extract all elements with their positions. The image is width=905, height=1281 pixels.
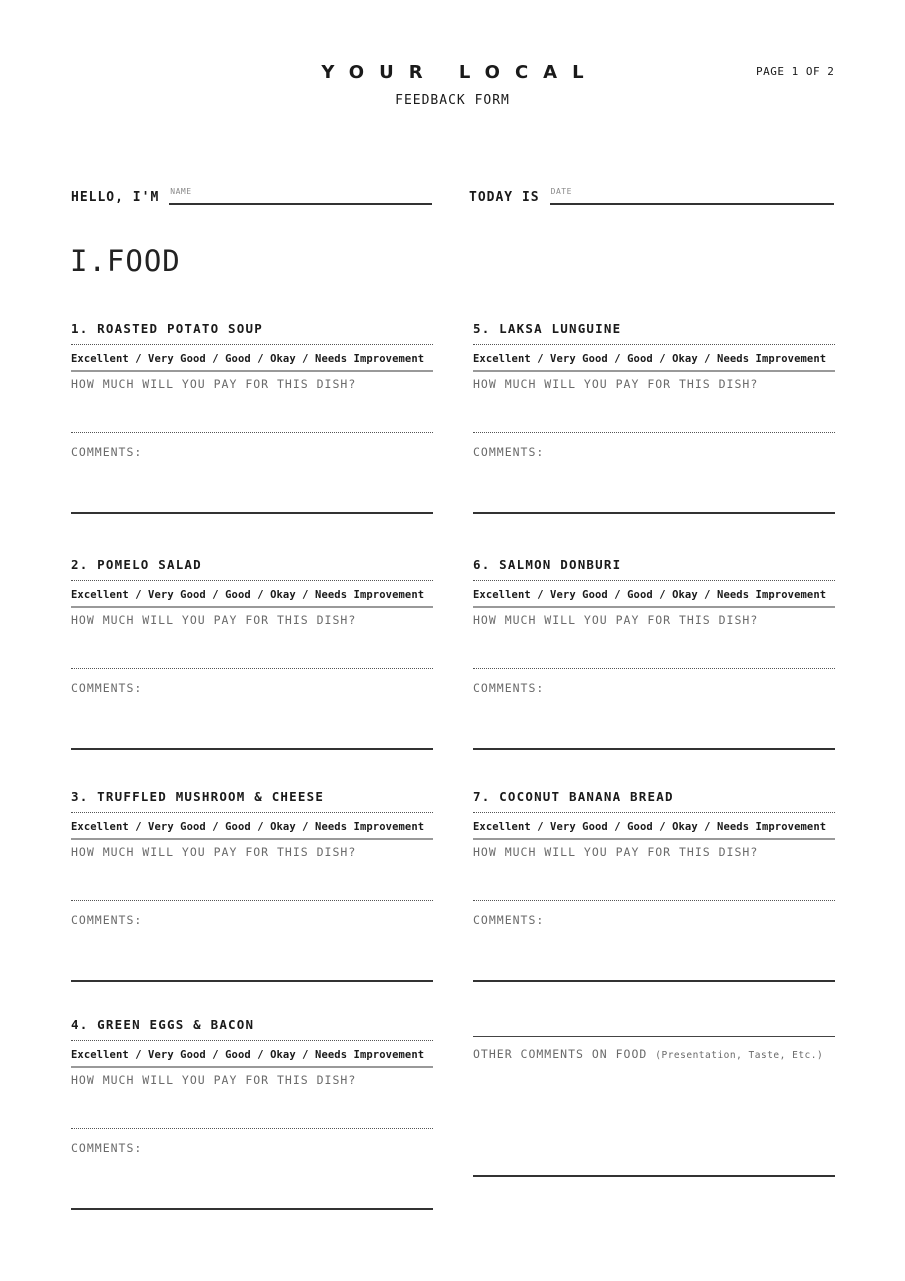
dish-name: 6. SALMON DONBURI: [473, 557, 622, 572]
divider: [473, 1036, 835, 1037]
pay-question: HOW MUCH WILL YOU PAY FOR THIS DISH?: [473, 377, 759, 391]
date-input-line[interactable]: [550, 185, 834, 205]
dotted-divider: [473, 344, 835, 345]
comments-label: COMMENTS:: [71, 1141, 143, 1155]
dish-block: [71, 1017, 433, 1210]
other-comments-label: [473, 1047, 835, 1061]
comments-label: COMMENTS:: [71, 445, 143, 459]
other-comments-title: OTHER COMMENTS ON FOOD: [473, 1047, 648, 1061]
pay-answer-line[interactable]: [473, 668, 835, 669]
dotted-divider: [71, 344, 433, 345]
rating-options[interactable]: Excellent / Very Good / Good / Okay / Needs Improvement: [71, 1049, 425, 1061]
brand-logo: YOUR LOCAL: [321, 62, 599, 83]
dish-name: 5. LAKSA LUNGUINE: [473, 321, 622, 336]
dotted-divider: [473, 812, 835, 813]
comments-answer-line[interactable]: [71, 1208, 433, 1210]
pay-answer-line[interactable]: [473, 432, 835, 433]
divider: [71, 838, 433, 840]
divider: [473, 606, 835, 608]
divider: [71, 1066, 433, 1068]
comments-answer-line[interactable]: [71, 980, 433, 982]
name-label: HELLO, I'M: [71, 190, 160, 205]
rating-options[interactable]: Excellent / Very Good / Good / Okay / Needs Improvement: [71, 821, 425, 833]
dish-block: [473, 557, 835, 750]
pay-question: HOW MUCH WILL YOU PAY FOR THIS DISH?: [473, 845, 759, 859]
divider: [71, 606, 433, 608]
comments-answer-line[interactable]: [473, 512, 835, 514]
dotted-divider: [473, 580, 835, 581]
pay-answer-line[interactable]: [71, 900, 433, 901]
dish-block: [71, 321, 433, 514]
dotted-divider: [71, 580, 433, 581]
pay-answer-line[interactable]: [71, 432, 433, 433]
dish-block: [71, 557, 433, 750]
form-subtitle: FEEDBACK FORM: [395, 93, 510, 108]
date-field[interactable]: [469, 183, 834, 205]
rating-options[interactable]: Excellent / Very Good / Good / Okay / Needs Improvement: [71, 589, 425, 601]
comments-answer-line[interactable]: [71, 512, 433, 514]
dish-block: [71, 789, 433, 982]
other-comments-block: [473, 1036, 835, 1177]
date-label: TODAY IS: [469, 190, 540, 205]
pay-question: HOW MUCH WILL YOU PAY FOR THIS DISH?: [71, 377, 357, 391]
divider: [473, 370, 835, 372]
dish-name: 4. GREEN EGGS & BACON: [71, 1017, 255, 1032]
other-comments-hint: (Presentation, Taste, Etc.): [655, 1050, 824, 1061]
rating-options[interactable]: Excellent / Very Good / Good / Okay / Needs Improvement: [473, 353, 827, 365]
dish-block: [473, 321, 835, 514]
pay-answer-line[interactable]: [473, 900, 835, 901]
dotted-divider: [71, 812, 433, 813]
pay-answer-line[interactable]: [71, 668, 433, 669]
comments-label: COMMENTS:: [473, 913, 545, 927]
name-field[interactable]: [71, 183, 432, 205]
comments-label: COMMENTS:: [473, 445, 545, 459]
name-placeholder: NAME: [170, 187, 192, 196]
section-title: I.FOOD: [70, 244, 181, 278]
comments-label: COMMENTS:: [473, 681, 545, 695]
pay-question: HOW MUCH WILL YOU PAY FOR THIS DISH?: [71, 845, 357, 859]
pay-question: HOW MUCH WILL YOU PAY FOR THIS DISH?: [71, 613, 357, 627]
rating-options[interactable]: Excellent / Very Good / Good / Okay / Needs Improvement: [473, 589, 827, 601]
page-indicator: PAGE 1 OF 2: [756, 65, 835, 78]
date-placeholder: DATE: [550, 187, 572, 196]
comments-label: COMMENTS:: [71, 681, 143, 695]
name-input-line[interactable]: [169, 185, 432, 205]
divider: [473, 838, 835, 840]
comments-answer-line[interactable]: [473, 980, 835, 982]
dish-name: 1. ROASTED POTATO SOUP: [71, 321, 263, 336]
dish-name: 7. COCONUT BANANA BREAD: [473, 789, 674, 804]
rating-options[interactable]: Excellent / Very Good / Good / Okay / Needs Improvement: [71, 353, 425, 365]
divider: [71, 370, 433, 372]
comments-label: COMMENTS:: [71, 913, 143, 927]
dish-name: 3. TRUFFLED MUSHROOM & CHEESE: [71, 789, 325, 804]
dish-name: 2. POMELO SALAD: [71, 557, 202, 572]
comments-answer-line[interactable]: [71, 748, 433, 750]
dish-block: [473, 789, 835, 982]
dotted-divider: [71, 1040, 433, 1041]
pay-question: HOW MUCH WILL YOU PAY FOR THIS DISH?: [473, 613, 759, 627]
pay-answer-line[interactable]: [71, 1128, 433, 1129]
rating-options[interactable]: Excellent / Very Good / Good / Okay / Needs Improvement: [473, 821, 827, 833]
other-comments-answer-line[interactable]: [473, 1175, 835, 1177]
comments-answer-line[interactable]: [473, 748, 835, 750]
pay-question: HOW MUCH WILL YOU PAY FOR THIS DISH?: [71, 1073, 357, 1087]
